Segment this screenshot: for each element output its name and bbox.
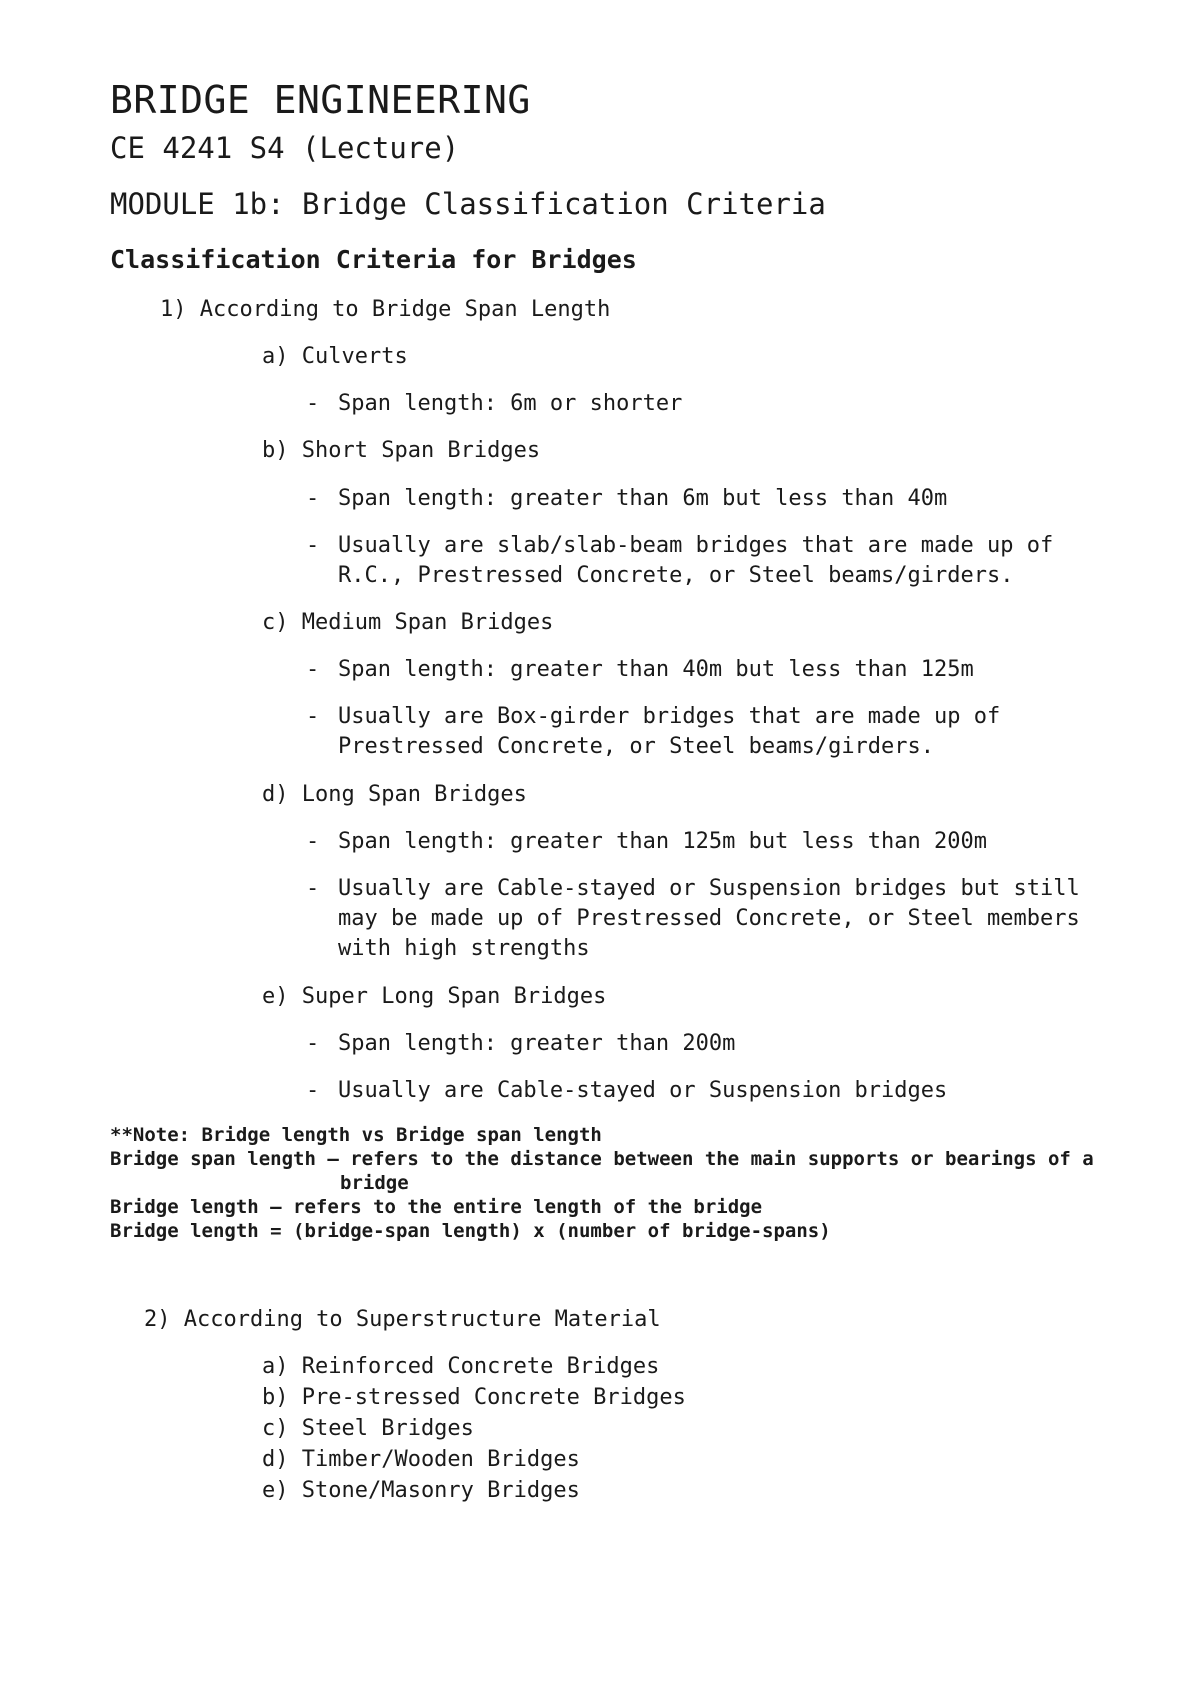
bullet-d-2-cont: may be made up of Prestressed Concrete, or Steel members (338, 906, 1080, 931)
bullet-d-2: - Usually are Cable-stayed or Suspension bridges but still (306, 876, 1080, 901)
dash-marker: - (306, 1031, 320, 1056)
material-item: c) Steel Bridges (262, 1416, 474, 1441)
material-item: a) Reinforced Concrete Bridges (262, 1354, 660, 1379)
material-item: e) Stone/Masonry Bridges (262, 1478, 580, 1503)
dash-marker: - (306, 704, 320, 729)
bullet-c-2: - Usually are Box-girder bridges that are made up of (306, 704, 1001, 729)
bullet-d-2-cont2: with high strengths (338, 936, 590, 961)
section-heading: Classification Criteria for Bridges (110, 245, 637, 274)
bullet-b-1: - Span length: greater than 6m but less than 40m (306, 486, 948, 511)
material-item: b) Pre-stressed Concrete Bridges (262, 1385, 686, 1410)
dash-marker: - (306, 486, 320, 511)
bullet-c-2-cont: Prestressed Concrete, or Steel beams/girders. (338, 734, 935, 759)
material-item: d) Timber/Wooden Bridges (262, 1447, 580, 1472)
bullet-d-1: - Span length: greater than 125m but less than 200m (306, 829, 988, 854)
bullet-e-2: - Usually are Cable-stayed or Suspension bridges (306, 1078, 948, 1103)
module-title: MODULE 1b: Bridge Classification Criteria (110, 187, 826, 221)
item-a-label: a) Culverts (262, 344, 408, 369)
note-line-span-definition-cont: bridge (340, 1172, 409, 1194)
item-d-label: d) Long Span Bridges (262, 782, 527, 807)
note-line-formula: Bridge length = (bridge-span length) x (number of bridge-spans) (110, 1220, 831, 1242)
dash-marker: - (306, 876, 320, 901)
dash-marker: - (306, 391, 320, 416)
page-title: BRIDGE ENGINEERING (110, 78, 531, 122)
note-heading: **Note: Bridge length vs Bridge span length (110, 1124, 602, 1146)
dash-marker: - (306, 657, 320, 682)
bullet-e-1: - Span length: greater than 200m (306, 1031, 736, 1056)
note-line-span-definition: Bridge span length – refers to the distance between the main supports or bearings of a (110, 1148, 1094, 1170)
bullet-a-1: - Span length: 6m or shorter (306, 391, 683, 416)
note-line-length-definition: Bridge length – refers to the entire length of the bridge (110, 1196, 763, 1218)
dash-marker: - (306, 533, 320, 558)
item-c-label: c) Medium Span Bridges (262, 610, 554, 635)
bullet-c-1: - Span length: greater than 40m but less than 125m (306, 657, 974, 682)
dash-marker: - (306, 829, 320, 854)
bullet-b-2: - Usually are slab/slab-beam bridges that are made up of (306, 533, 1054, 558)
section-2-label: 2) According to Superstructure Material (144, 1307, 661, 1332)
dash-marker: - (306, 1078, 320, 1103)
course-code: CE 4241 S4 (Lecture) (110, 131, 460, 165)
section-1-label: 1) According to Bridge Span Length (160, 297, 611, 322)
item-b-label: b) Short Span Bridges (262, 438, 541, 463)
item-e-label: e) Super Long Span Bridges (262, 984, 607, 1009)
bullet-b-2-cont: R.C., Prestressed Concrete, or Steel beams/girders. (338, 563, 1014, 588)
